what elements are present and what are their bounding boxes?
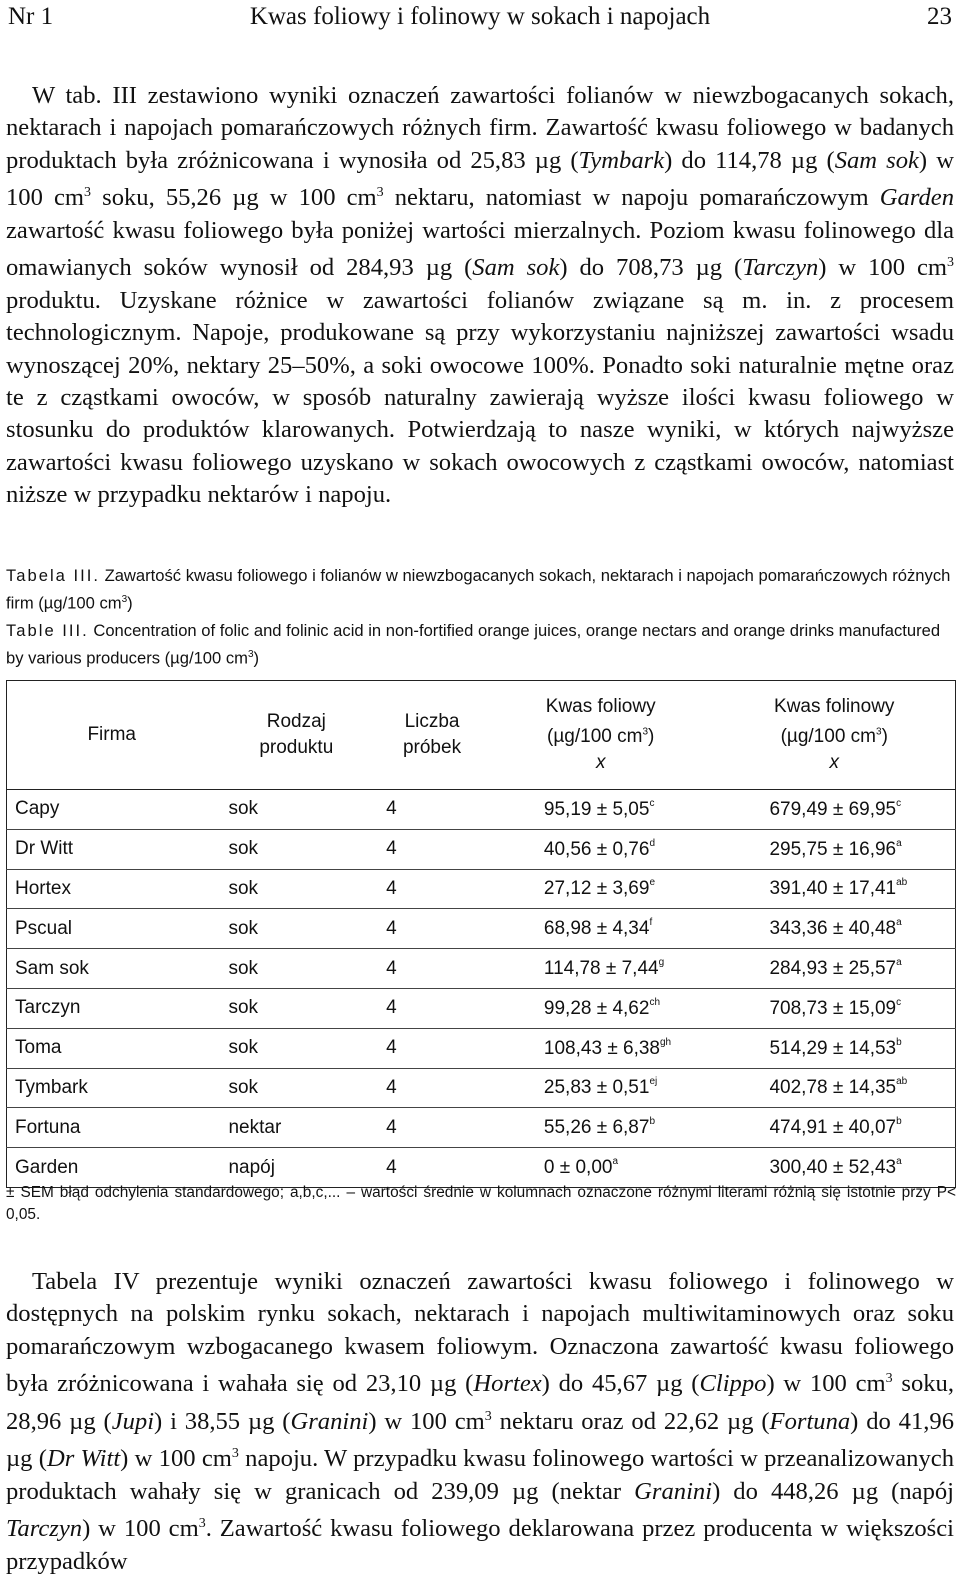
table-header-row (7, 681, 956, 790)
cell-folinic-acid: 679,49 ± 69,95$^c$ (713, 790, 955, 830)
cell-sample-count: 4 (376, 1148, 488, 1188)
caption-label: Table III. (6, 621, 89, 640)
table-row (7, 1068, 956, 1108)
cell-sample-count: 4 (376, 790, 488, 830)
table-iii (6, 680, 956, 1188)
cell-sample-count: 4 (376, 988, 488, 1028)
cell-folic-acid: 55,26 ± 6,87$^b$ (488, 1108, 714, 1148)
cell-folinic-acid: 300,40 ± 52,43$^a$ (713, 1148, 955, 1188)
caption-label: Tabela III. (6, 566, 100, 585)
cell-firm: Fortuna (7, 1108, 217, 1148)
cell-firm: Tarczyn (7, 988, 217, 1028)
cell-folinic-acid: 708,73 ± 15,09$^c$ (713, 988, 955, 1028)
cell-product-type: sok (216, 988, 376, 1028)
cell-sample-count: 4 (376, 1068, 488, 1108)
cell-firm: Garden (7, 1148, 217, 1188)
cell-sample-count: 4 (376, 829, 488, 869)
header-sample-count: Liczba próbek (376, 681, 488, 790)
cell-product-type: nektar (216, 1108, 376, 1148)
table-row (7, 949, 956, 989)
table-row (7, 988, 956, 1028)
cell-product-type: napój (216, 1148, 376, 1188)
header-folinic-acid: Kwas folinowy (µg/100 $cm^3$) x (713, 681, 955, 790)
cell-folinic-acid: 343,36 ± 40,48$^a$ (713, 909, 955, 949)
cell-product-type: sok (216, 1028, 376, 1068)
table-row (7, 1108, 956, 1148)
cell-firm: Tymbark (7, 1068, 217, 1108)
table-caption-polish: Tabela III. Zawartość kwasu foliowego i folianów w niewzbogacanych sokach, nektarach i napojach pomarańczowych różnych firm (µg/100 $cm^3$) (6, 566, 951, 613)
cell-folinic-acid: 295,75 ± 16,96$^a$ (713, 829, 955, 869)
cell-firm: Toma (7, 1028, 217, 1068)
cell-product-type: sok (216, 1068, 376, 1108)
header-firm: Firma (7, 681, 217, 790)
table-row (7, 909, 956, 949)
cell-folic-acid: 0 ± 0,00$^a$ (488, 1148, 714, 1188)
table-row (7, 790, 956, 830)
cell-folic-acid: 27,12 ± 3,69$^e$ (488, 869, 714, 909)
cell-folinic-acid: 284,93 ± 25,57$^a$ (713, 949, 955, 989)
folate-table (6, 680, 956, 1188)
cell-folinic-acid: 514,29 ± 14,53$^b$ (713, 1028, 955, 1068)
cell-folinic-acid: 402,78 ± 14,35$^{ab}$ (713, 1068, 955, 1108)
table-row (7, 829, 956, 869)
header-folic-acid: Kwas foliowy (µg/100 $cm^3$) x (488, 681, 714, 790)
table-row (7, 1028, 956, 1068)
cell-firm: Pscual (7, 909, 217, 949)
cell-sample-count: 4 (376, 949, 488, 989)
page-number: 23 (927, 3, 952, 30)
cell-folic-acid: 114,78 ± 7,44$^g$ (488, 949, 714, 989)
table-footnote: ± SEM błąd odchylenia standardowego; a,b,c,... – wartości średnie w kolumnach oznaczone różnymi literami różnią się istotnie przy P< 0,05. (6, 1184, 956, 1223)
cell-folinic-acid: 474,91 ± 40,07$^b$ (713, 1108, 955, 1148)
cell-sample-count: 4 (376, 909, 488, 949)
cell-folic-acid: $25,83 \pm 0,51^{ej}$ (488, 1068, 714, 1108)
issue-number: Nr 1 (8, 3, 54, 30)
cell-folic-acid: 95,19 ± 5,05$^c$ (488, 790, 714, 830)
paragraph-folates-results: W tab. III zestawiono wyniki oznaczeń zawartości folianów w niewzbogacanych sokach, nektarach i napojach pomarańczowych różnych firm. Zawartość kwasu foliowego w badanych produktach była zróżnicowana i wynosiła od 25,83 µg (Tymbark) do 114,78 µg (Sam sok) w 100 $cm^3$ soku, 55,26 µg w 100 $cm^3$ nektaru, natomiast w napoju pomarańczowym Garden zawartość kwasu foliowego była poniżej wartości mierzalnych. Poziom kwasu folinowego dla omawianych soków wynosił od 284,93 µg (Sam sok) do 708,73 µg (Tarczyn) w 100 $cm^3$ produktu. Uzyskane różnice w zawartości folianów związane są m. in. z procesem technologicznym. Napoje, produkowane są przy wykorzystaniu najniższej zawartości wsadu wynoszącej 20%, nektary 25–50%, a soki owocowe 100%. Ponadto soki naturalnie mętne oraz te z cząstkami owoców, w sposób naturalny zawierają wyższe ilości kwasu foliowego w stosunku do produktów klarowanych. Potwierdzają to nasze wyniki, w których najwyższe zawartości kwasu foliowego uzyskano w sokach owocowych z cząstkami owoców, natomiast niższe w przypadku nektarów i napoju. (6, 82, 954, 509)
cell-product-type: sok (216, 909, 376, 949)
paragraph-table-iv-intro: Tabela IV prezentuje wyniki oznaczeń zawartości kwasu foliowego i folinowego w dostępnych na polskim rynku sokach, nektarach i napojach multiwitaminowych oraz soku pomarańczowym wzbogacanego kwasem foliowym. Oznaczona zawartość kwasu foliowego była zróżnicowana i wahała się od 23,10 µg (Hortex) do 45,67 µg (Clippo) w 100 $cm^3$ soku, 28,96 µg (Jupi) i 38,55 µg (Granini) w 100 $cm^3$ nektaru oraz od 22,62 µg (Fortuna) do 41,96 µg (Dr Witt) w 100 $cm^3$ napoju. W przypadku kwasu folinowego wartości w przeanalizowanych produktach wahały się w granicach od 239,09 µg (nektar Granini) do 448,26 µg (napój Tarczyn) w 100 $cm^3$. Zawartość kwasu foliowego deklarowana przez producenta w większości przypadków (6, 1268, 955, 1575)
cell-folinic-acid: 391,40 ± 17,41$^{ab}$ (713, 869, 955, 909)
cell-product-type: sok (216, 869, 376, 909)
cell-folic-acid: 99,28 ± 4,62$^{ch}$ (488, 988, 714, 1028)
running-header (0, 0, 960, 34)
cell-firm: Dr Witt (7, 829, 217, 869)
cell-sample-count: 4 (376, 1108, 488, 1148)
cell-folic-acid: 40,56 ± 0,76$^d$ (488, 829, 714, 869)
cell-product-type: sok (216, 949, 376, 989)
header-product-type: Rodzaj produktu (216, 681, 376, 790)
cell-folic-acid: 68,98 ± 4,34$^f$ (488, 909, 714, 949)
cell-firm: Hortex (7, 869, 217, 909)
cell-sample-count: 4 (376, 1028, 488, 1068)
table-caption-english: Table III. Concentration of folic and folinic acid in non-fortified orange juices, orange nectars and orange drinks manufactured by various producers (µg/100 $cm^3$) (6, 621, 941, 668)
cell-product-type: sok (216, 790, 376, 830)
cell-firm: Capy (7, 790, 217, 830)
running-title: Kwas foliowy i folinowy w sokach i napojach (249, 3, 711, 30)
table-row (7, 869, 956, 909)
cell-product-type: sok (216, 829, 376, 869)
cell-firm: Sam sok (7, 949, 217, 989)
cell-sample-count: 4 (376, 869, 488, 909)
cell-folic-acid: 108,43 ± 6,38$^{gh}$ (488, 1028, 714, 1068)
